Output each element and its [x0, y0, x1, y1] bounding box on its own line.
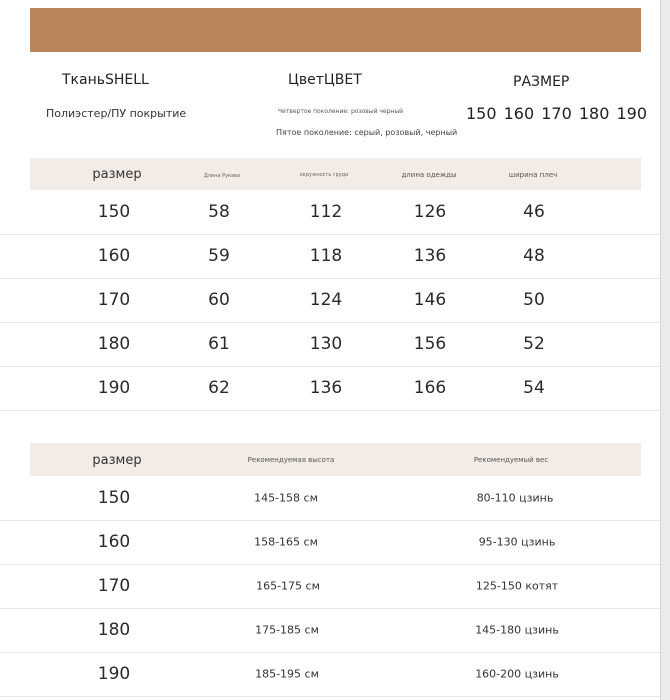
t1-cell-sleeve: 61	[208, 334, 230, 354]
size-values: 150 160 170 180 190	[466, 104, 648, 123]
color-line-2: Пятое поколение: серый, розовый, черный	[276, 128, 458, 137]
t1-cell-sleeve: 59	[208, 246, 230, 266]
t1-cell-size: 170	[97, 290, 131, 310]
t2-cell-weight: 145-180 цзинь	[475, 623, 559, 637]
table-row	[0, 564, 660, 609]
size-title: РАЗМЕР	[513, 74, 570, 90]
table-row	[0, 520, 660, 565]
t1-cell-shoulder: 54	[523, 378, 545, 398]
t2-cell-size: 160	[97, 532, 131, 552]
t2-cell-size: 170	[97, 576, 131, 596]
t1-cell-length: 136	[413, 246, 447, 266]
t1-cell-sleeve: 58	[208, 202, 230, 222]
t1-cell-length: 156	[413, 334, 447, 354]
t2-cell-weight: 125-150 котят	[475, 579, 559, 593]
t2-cell-size: 190	[97, 664, 131, 684]
t1-header-shoulder: ширина плеч	[508, 171, 558, 179]
table-row	[0, 476, 660, 521]
table-row	[0, 366, 660, 411]
t1-cell-chest: 118	[309, 246, 343, 266]
table-row	[0, 190, 660, 235]
t2-cell-weight: 95-130 цзинь	[478, 535, 556, 549]
t2-header-weight: Рекомендуемый вес	[473, 456, 549, 464]
fabric-value: Полиэстер/ПУ покрытие	[46, 107, 187, 120]
t2-cell-height: 145-158 см	[254, 491, 318, 505]
t1-cell-size: 160	[97, 246, 131, 266]
t1-cell-shoulder: 52	[523, 334, 545, 354]
t1-cell-length: 166	[413, 378, 447, 398]
table-row	[0, 322, 660, 367]
t1-cell-shoulder: 48	[523, 246, 545, 266]
t1-cell-chest: 130	[309, 334, 343, 354]
t2-cell-weight: 160-200 цзинь	[475, 667, 559, 681]
t1-cell-size: 180	[97, 334, 131, 354]
top-banner	[30, 8, 641, 52]
t1-header-sleeve: Длина Рукава	[203, 173, 241, 179]
t2-cell-height: 165-175 см	[256, 579, 320, 593]
t1-cell-chest: 112	[309, 202, 343, 222]
window-edge-line	[660, 0, 661, 700]
t1-cell-sleeve: 62	[208, 378, 230, 398]
t2-cell-size: 180	[97, 620, 131, 640]
t1-cell-length: 146	[413, 290, 447, 310]
t2-cell-weight: 80-110 цзинь	[476, 491, 554, 505]
t1-header-length: длина одежды	[401, 171, 457, 179]
t1-cell-chest: 124	[309, 290, 343, 310]
t2-cell-height: 185-195 см	[255, 667, 319, 681]
t1-cell-shoulder: 46	[523, 202, 545, 222]
t1-cell-size: 190	[97, 378, 131, 398]
t1-cell-size: 150	[97, 202, 131, 222]
table-row	[0, 278, 660, 323]
t1-header-chest: окружность груди	[299, 172, 349, 178]
t1-cell-chest: 136	[309, 378, 343, 398]
t2-header-height: Рекомендуемая высота	[247, 456, 335, 464]
table-row	[0, 234, 660, 279]
t2-cell-height: 158-165 см	[254, 535, 318, 549]
t2-header-size: размер	[92, 453, 142, 468]
color-title: ЦветЦВЕТ	[288, 72, 362, 88]
color-line-1: Четвертое поколение: розовый черный	[278, 108, 403, 115]
t2-cell-size: 150	[97, 488, 131, 508]
t2-cell-height: 175-185 см	[255, 623, 319, 637]
fabric-title: ТканьSHELL	[62, 72, 149, 88]
t1-cell-length: 126	[413, 202, 447, 222]
window-edge	[660, 0, 670, 700]
table-row	[0, 608, 660, 653]
table-row	[0, 652, 660, 697]
t1-cell-shoulder: 50	[523, 290, 545, 310]
t1-header-size: размер	[92, 167, 142, 182]
t1-cell-sleeve: 60	[208, 290, 230, 310]
